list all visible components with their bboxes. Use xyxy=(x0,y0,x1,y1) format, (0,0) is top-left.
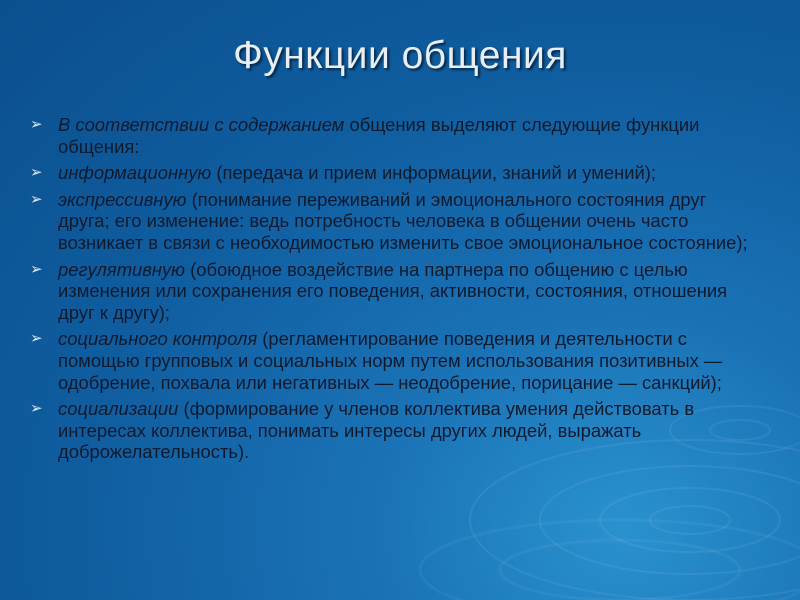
bullet-lead-term: социализации xyxy=(58,398,179,420)
bullet-lead-term: информационную xyxy=(58,162,212,184)
bullet-item-socialization xyxy=(28,398,758,463)
arrow-bullet-icon: ➢ xyxy=(30,164,43,182)
slide-title: Функции общения xyxy=(233,34,567,77)
bullet-description: (передача и прием информации, знаний и умений); xyxy=(211,162,657,184)
arrow-bullet-icon: ➢ xyxy=(30,190,43,208)
bullet-description: (регламентирование поведения и деятельности с помощью групповых и социальных норм путем использования позитивных — одобрение, похвала или негативных — неодобрение, порицание — санкций); xyxy=(58,328,723,393)
bullet-lead-term: регулятивную xyxy=(58,258,186,280)
bullet-item-social-control xyxy=(28,328,758,393)
bullet-list xyxy=(28,114,758,468)
bullet-description: (обоюдное воздействие на партнера по общению с целью изменения или сохранения его поведения, активности, состояния, отношения друг к другу); xyxy=(58,258,728,323)
arrow-bullet-icon: ➢ xyxy=(30,400,43,418)
arrow-bullet-icon: ➢ xyxy=(30,116,43,133)
bullet-item-informational xyxy=(28,162,758,184)
bullet-item-content-intro xyxy=(28,114,758,157)
bullet-description: (формирование у членов коллектива умения действовать в интересах коллектива, понимать интересы других людей, выражать доброжелательность). xyxy=(58,398,695,463)
bullet-lead-term: В соответствии с содержанием xyxy=(58,114,345,135)
bullet-description: общения выделяют следующие функции общения: xyxy=(58,114,700,157)
bullet-item-expressive xyxy=(28,189,758,254)
bullet-item-regulatory xyxy=(28,259,758,324)
bullet-lead-term: социального контроля xyxy=(58,328,258,350)
bullet-lead-term: экспрессивную xyxy=(58,188,187,210)
bullet-description: (понимание переживаний и эмоционального состояния друг друга; его изменение: ведь потребность человека в общении очень часто возникает в связи с необходимостью изменить свое эмоциональное состояние); xyxy=(58,188,748,253)
arrow-bullet-icon: ➢ xyxy=(30,330,43,348)
arrow-bullet-icon: ➢ xyxy=(30,260,43,278)
